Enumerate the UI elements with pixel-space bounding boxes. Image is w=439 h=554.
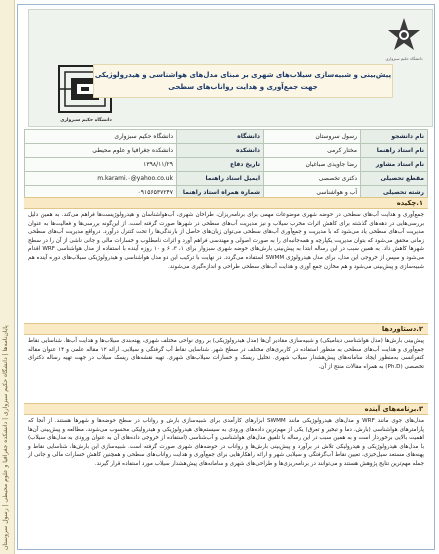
future-plans-section	[24, 403, 428, 549]
achievements-body: پیش‌بینی بارش‌ها (مدل هواشناسی دینامیکی) و شبیه‌سازی مقادیر آن‌ها (مدل هیدرولوژیکی) بر روی نواحی مختلف شهری، پهنه‌بندی سیلاب‌ها و هدایت آب‌ها. شناسایی نقاط جمع‌آوری و هدایت آب‌های سطحی به منظور استفاده در کاربری‌های مختلف در سطح شهر. شناسایی نقاط آب گرفتگی و سیلابی. ارائه ۱۲ مقاله علمی و ۱۴ عنوان مقاله کنفرانسی به‌منظور ایجاد سامانه‌های پیش‌هشدار سیلاب شهری. تحلیل ریسک و خسارات سیلاب‌های شهری. تهیه نقشه‌های ریسک سیلاب در جهت تهیه رساله دکترای تخصصی (Ph.D) به همراه مقالات منتج از آن.	[28, 338, 424, 370]
faculty-label: دانشکده	[177, 144, 264, 158]
email-label: ایمیل استاد راهنما	[177, 172, 264, 186]
degree-value: دکتری تخصصی	[264, 172, 361, 186]
supervisor-label: نام استاد راهنما	[361, 144, 428, 158]
emblem-caption: دانشگاه حکیم سبزواری	[385, 56, 423, 61]
info-table	[24, 129, 428, 200]
supervisor-name: مختار کرمی	[264, 144, 361, 158]
achievements-title: ۲.دستاوردها	[24, 323, 428, 335]
table-row	[25, 144, 428, 158]
future-plans-body: مدل‌های جوی مانند WRF و مدل‌های هیدرولوژیکی مانند SWMM ابزارهای کارآمدی برای شبیه‌سازی بارش و رواناب در سطح حوضه‌ها و شهرها هستند. از آنجا که پارامترهای هواشناسی (بارش، دما و تبخیر و تعرق) یکی از مهم‌ترین داده‌های ورودی به سیستم‌های هیدرولوژیکی و هیدرولیکی محسوب می‌شوند، مطالعه و پیش‌بینی آن‌ها اهمیت بالایی برخوردار است و به همین سبب در این رساله با تلفیق مدل‌های هواشناسی و آب‌شناسی (استفاده از خروجی داده‌های آن به عنوان ورودی به مدل‌های سیلاب) با مدل‌های هیدرولوژیکی و هیدرولیکی تلاش در برآورد و پیش‌بینی بارش‌ها و رواناب در حوضه‌های شهری صورت گرفته است. شبیه‌سازی این بارش‌ها، شناسایی نقاط و پهنه‌های مستعد سیل‌خیزی، تعیین نقاط آب‌گرفتگی و سیلابی شهر و ارائه راهکارهایی برای جمع‌آوری و هدایت رواناب‌های سطحی و همچنین کاهش خسارات مالی و جانی از جمله مهم‌ترین نتایج پژوهش هستند و می‌توانند در برنامه‌ریزی‌ها و طراحی‌های شهری و سامانه‌های پیش‌هشدار سیلاب مورد استفاده قرار گیرند.	[28, 418, 424, 467]
sidebar-strip	[0, 0, 15, 554]
thesis-title-line-2: جهت جمع‌آوری و هدایت رواناب‌های سطحی	[168, 83, 318, 91]
logo-caption: دانشگاه حکیم سبزواری	[60, 118, 112, 123]
university-name: دانشگاه حکیم سبزواری	[25, 130, 177, 144]
advisor-name: رضا جاویدی صباغیان	[264, 158, 361, 172]
university-label: دانشگاه	[177, 130, 264, 144]
document-frame	[17, 4, 435, 550]
advisor-label: نام استاد مشاور	[361, 158, 428, 172]
supervisor-email[interactable]: m.karami.۰@yahoo.co.uk	[25, 172, 177, 186]
thesis-title-box	[93, 64, 393, 98]
thesis-title-line-1: پیش‌بینی و شبیه‌سازی سیلاب‌های شهری بر مبنای مدل‌های هواشناسی و هیدرولوژیکی	[94, 71, 392, 79]
supervisor-phone: ۰۹۱۵۶۵۳۷۲۴۷	[25, 186, 177, 200]
student-label: نام دانشجو	[361, 130, 428, 144]
abstract-title: ۱.چکیده	[24, 197, 428, 209]
abstract-body: جمع‌آوری و هدایت آب‌های سطحی در حوضه شهری موضوعات مهمی برای برنامه‌ریزان، طراحان شهری، آب‌هواشناسان و هیدرولوژیست‌ها فراهم می‌کند. به همین دلیل بررسی‌هایی در دهه‌های گذشته برای کاهش اثرات مخرب سیلاب و نیز مدیریت آب‌های سطحی در شهرها صورت گرفته است. از این‌گونه بررسی‌ها و فعالیت‌ها به عنوان مدیریت آب‌های سطحی یاد می‌شود که با مدیریت و جمع‌آوری آب‌های سطحی می‌توان زیان‌های حاصل از بارندگی‌ها را تحت کنترل درآورد. درواقع مدیریت آب‌های سطحی زمانی محقق می‌شود که بتوان مدیریت یکپارچه و همه‌جانبه‌ای را به صورت اصولی و مهندسی فراهم آورد و اثرات نامطلوب و خسارات مالی و جانی ناشی از آن را در سطح شهرها کاهش داد. به همین سبب در این رساله ابتدا به پیش‌بینی بارش‌های حوضه شهری سبزوار برای ۱، ۳، ۶ و ۱۰ روزه آینده با استفاده از مدل هواشناسی WRF اقدام می‌شود و سپس از خروجی این مدل، برای مدل هیدرولوژی SWMM استفاده می‌گردد. در نهایت با ترکیب این دو مدل هواشناسی و هیدرولوژیکی سیلاب‌های دوره آینده هم شبیه‌سازی و پیش‌بینی می‌شود و هم مخازن جمع آوری و هدایت آب‌های سطحی طراحی و اندازه‌گیری می‌شوند.	[28, 212, 424, 270]
field-value: آب و هواشناسی	[264, 186, 361, 200]
degree-label: مقطع تحصیلی	[361, 172, 428, 186]
achievements-section	[24, 323, 428, 403]
defense-label: تاریخ دفاع	[177, 158, 264, 172]
university-emblem-icon	[384, 16, 424, 56]
table-row	[25, 172, 428, 186]
defense-date: ۱۳۹۸/۱۱/۲۹	[25, 158, 177, 172]
future-plans-title: ۳.برنامه‌های آینده	[24, 403, 428, 415]
header-panel	[28, 9, 433, 127]
table-row	[25, 130, 428, 144]
field-label: رشته تحصیلی	[361, 186, 428, 200]
phone-label: شماره همراه استاد راهنما	[177, 186, 264, 200]
abstract-section	[24, 197, 428, 323]
faculty-name: دانشکده جغرافیا و علوم محیطی	[25, 144, 177, 158]
sidebar-text: پایان‌نامه‌ها | دانشگاه حکیم سبزواری | دانشکده جغرافیا و علوم محیطی | رسول سروستان	[2, 325, 9, 550]
table-row	[25, 158, 428, 172]
student-name: رسول سروستان	[264, 130, 361, 144]
